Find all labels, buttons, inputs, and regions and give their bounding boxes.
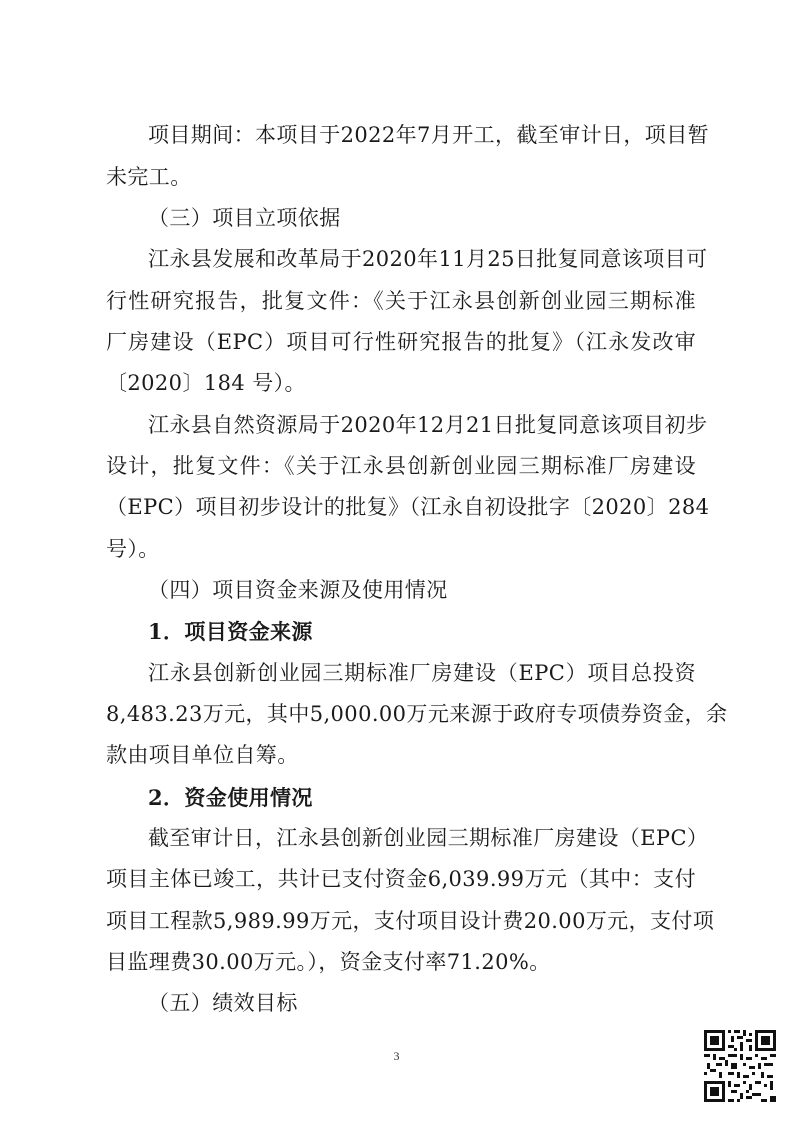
section-heading: （五）绩效目标 (148, 991, 298, 1015)
paragraph-line: 江永县发展和改革局于2020年11月25日批复同意该项目可 (148, 247, 708, 271)
paragraph-line: 号）。 (106, 537, 160, 561)
paragraph-line: 〔2020〕184 号）。 (106, 371, 306, 395)
paragraph-line: 项目主体已竣工，共计已支付资金6,039.99万元（其中：支付 (106, 867, 696, 891)
paragraph-line: 江永县创新创业园三期标准厂房建设（EPC）项目总投资 (148, 661, 696, 685)
paragraph-line: 8,483.23万元，其中5,000.00万元来源于政府专项债券资金，余 (106, 702, 728, 726)
section-heading: （三）项目立项依据 (148, 206, 341, 230)
paragraph-line: 未完工。 (106, 165, 192, 189)
paragraph-line: 江永县自然资源局于2020年12月21日批复同意该项目初步 (148, 413, 708, 437)
paragraph-line: 截至审计日，江永县创新创业园三期标准厂房建设（EPC） (148, 826, 709, 850)
page-number: 3 (393, 1049, 400, 1063)
paragraph-line: 厂房建设（EPC）项目可行性研究报告的批复》（江永发改审 (106, 330, 696, 354)
paragraph-line: 目监理费30.00万元。），资金支付率71.20%。 (106, 950, 551, 974)
subsection-heading: 1．项目资金来源 (148, 619, 313, 644)
paragraph-line: 项目期间：本项目于2022年7月开工，截至审计日，项目暂 (148, 123, 710, 147)
subsection-heading: 2．资金使用情况 (148, 785, 313, 810)
paragraph-line: 款由项目单位自筹。 (106, 743, 299, 767)
section-heading: （四）项目资金来源及使用情况 (148, 578, 448, 602)
paragraph-line: 项目工程款5,989.99万元，支付项目设计费20.00万元，支付项 (106, 909, 715, 933)
paragraph-line: （EPC）项目初步设计的批复》（江永自初设批字〔2020〕284 (106, 495, 710, 519)
qr-code-icon (704, 1030, 776, 1102)
paragraph-line: 行性研究报告，批复文件：《关于江永县创新创业园三期标准 (106, 289, 696, 313)
paragraph-line: 设计，批复文件：《关于江永县创新创业园三期标准厂房建设 (106, 454, 696, 478)
